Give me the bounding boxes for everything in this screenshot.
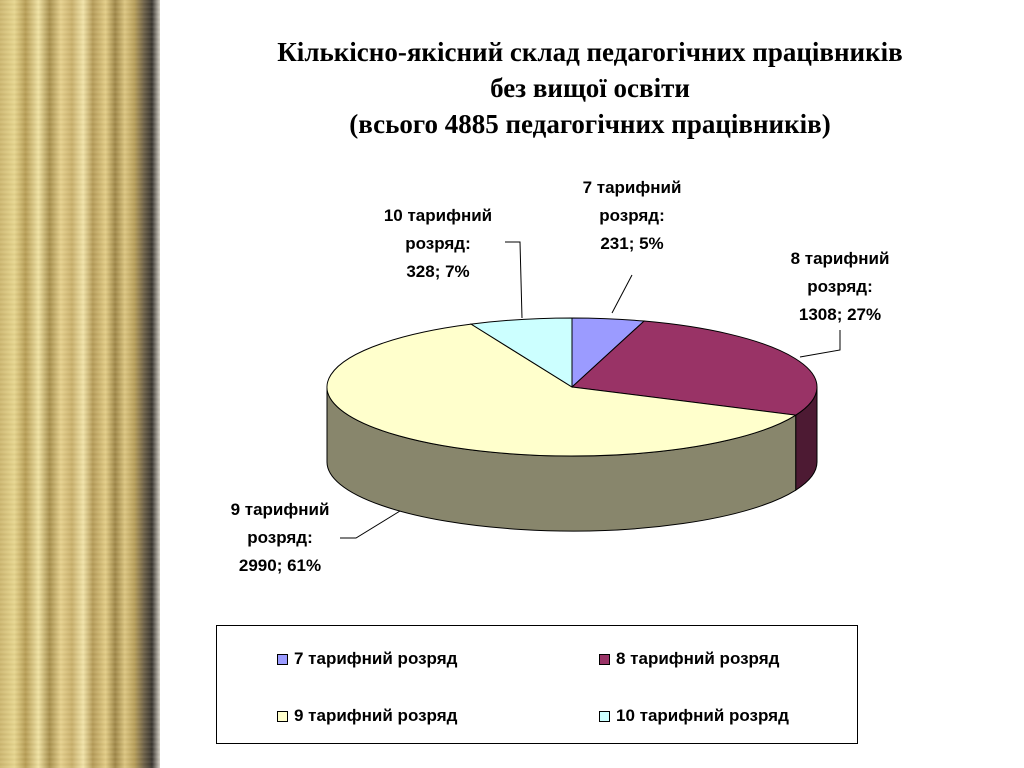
leader-line-9 [340,511,400,538]
data-label-9-line-2: розряд: [247,528,313,547]
data-label-10-line-3: 328; 7% [406,262,470,281]
data-label-8-line-2: розряд: [807,277,873,296]
data-label-7-line-1: 7 тарифний [582,178,682,197]
legend-item-9 [277,706,457,726]
legend-label-8: 8 тарифний розряд [616,649,780,668]
data-label-7-line-2: розряд: [599,206,665,225]
legend-item-8 [599,649,779,669]
legend-swatch-9 [277,711,288,722]
data-label-7-line-3: 231; 5% [600,234,664,253]
title-line-3: (всього 4885 педагогічних працівників) [349,109,831,139]
data-label-9-line-3: 2990; 61% [238,556,322,575]
data-label-9-line-1: 9 тарифний [230,500,330,519]
chart-legend [216,625,858,744]
data-label-10-line-1: 10 тарифний [383,206,493,225]
legend-label-9: 9 тарифний розряд [294,706,458,725]
legend-label-7: 7 тарифний розряд [294,649,458,668]
data-label-10-line-2: розряд: [405,234,471,253]
data-label-8-line-1: 8 тарифний [790,249,890,268]
legend-swatch-7 [277,654,288,665]
legend-item-10 [599,706,789,726]
legend-label-10: 10 тарифний розряд [616,706,789,725]
title-line-2: без вищої освіти [490,73,690,103]
legend-swatch-8 [599,654,610,665]
legend-swatch-10 [599,711,610,722]
leader-line-10 [505,242,522,318]
leader-line-7 [612,275,632,313]
pie-top [327,318,817,456]
leader-line-8 [800,330,840,357]
legend-item-7 [277,649,457,669]
data-label-8-line-3: 1308; 27% [798,305,882,324]
title-line-1: Кількісно-якісний склад педагогічних працівників [277,37,903,67]
